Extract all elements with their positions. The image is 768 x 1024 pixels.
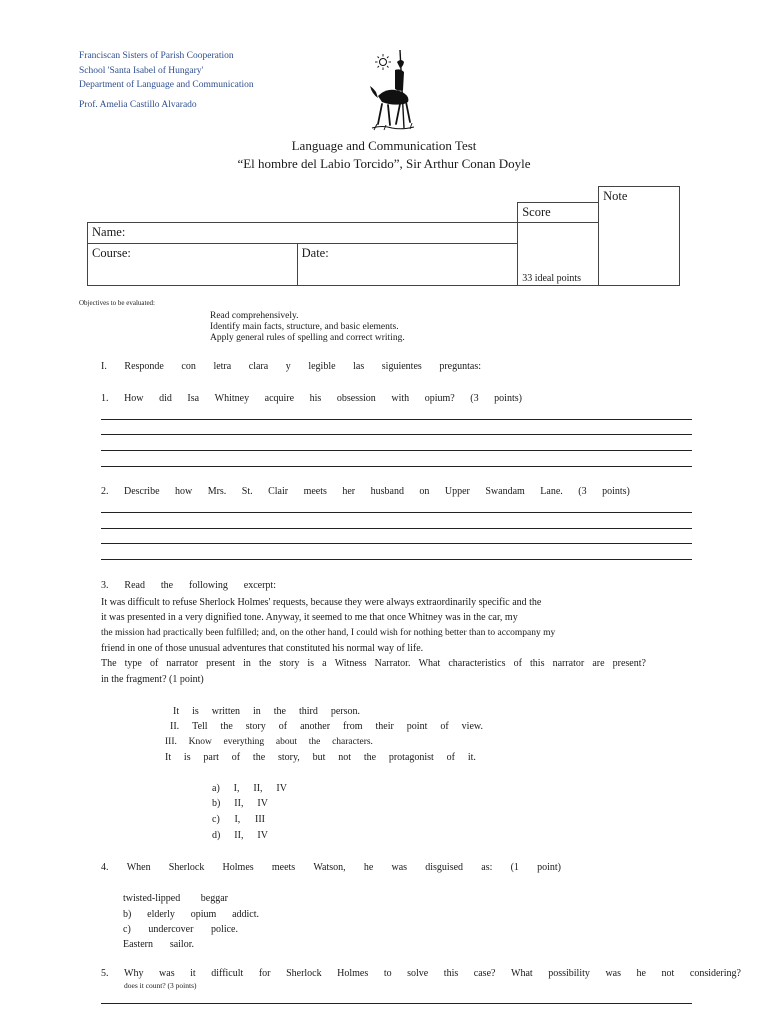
org-name: Franciscan Sisters of Parish Cooperation bbox=[79, 51, 234, 61]
excerpt-line: It was difficult to refuse Sherlock Holmes' requests, because they were always extraordinarily specific and the bbox=[101, 597, 542, 608]
course-field[interactable] bbox=[88, 244, 298, 286]
question-5: 5. Why was it difficult for Sherlock Holmes to solve this case? What possibility was he not considering? bbox=[101, 968, 741, 979]
note-label: Note bbox=[603, 189, 628, 203]
answer-line[interactable] bbox=[101, 512, 692, 513]
ideal-points: 33 ideal points bbox=[522, 273, 582, 284]
question-1: 1. How did Isa Whitney acquire his obsession with opium? (3 points) bbox=[101, 393, 522, 404]
name-field[interactable] bbox=[88, 223, 518, 244]
note-cell bbox=[599, 187, 680, 286]
statement-2: II. Tell the story of another from their point of view. bbox=[170, 721, 483, 732]
statement-4: It is part of the story, but not the protagonist of it. bbox=[165, 752, 476, 763]
teacher-name: Prof. Amelia Castillo Alvarado bbox=[79, 100, 197, 110]
option-a[interactable]: twisted-lipped beggar bbox=[123, 893, 228, 904]
school-name: School 'Santa Isabel of Hungary' bbox=[79, 66, 204, 76]
option-d[interactable]: Eastern sailor. bbox=[123, 939, 194, 950]
department-name: Department of Language and Communication bbox=[79, 80, 254, 90]
test-subtitle: “El hombre del Labio Torcido”, Sir Arthur Conan Doyle bbox=[237, 156, 531, 171]
statement-3: III. Know everything about the characters. bbox=[165, 737, 373, 747]
statement-1: It is written in the third person. bbox=[173, 706, 360, 717]
option-c[interactable]: c) I, III bbox=[212, 814, 265, 825]
score-label: Score bbox=[522, 205, 551, 219]
answer-line[interactable] bbox=[101, 528, 692, 529]
answer-line[interactable] bbox=[101, 466, 692, 467]
objective-item: Read comprehensively. bbox=[210, 311, 299, 321]
option-d[interactable]: d) II, IV bbox=[212, 830, 268, 841]
answer-line[interactable] bbox=[101, 419, 692, 420]
answer-line[interactable] bbox=[101, 1003, 692, 1004]
option-c[interactable]: c) undercover police. bbox=[123, 924, 238, 935]
don-quixote-logo bbox=[366, 48, 418, 134]
section-1-instructions: I. Responde con letra clara y legible las siguientes preguntas: bbox=[101, 361, 481, 372]
option-b[interactable]: b) II, IV bbox=[212, 798, 268, 809]
objective-item: Identify main facts, structure, and basic elements. bbox=[210, 322, 399, 332]
name-label: Name: bbox=[92, 225, 126, 239]
answer-line[interactable] bbox=[101, 559, 692, 560]
objective-item: Apply general rules of spelling and correct writing. bbox=[210, 333, 405, 343]
question-2: 2. Describe how Mrs. St. Clair meets her husband on Upper Swandam Lane. (3 points) bbox=[101, 486, 630, 497]
question-3-prompt-cont: in the fragment? (1 point) bbox=[101, 674, 204, 685]
question-5-cont: does it count? (3 points) bbox=[124, 981, 197, 990]
score-cell bbox=[518, 223, 599, 286]
objectives-label: Objectives to be evaluated: bbox=[79, 299, 155, 307]
date-label: Date: bbox=[301, 246, 329, 260]
excerpt-line: the mission had practically been fulfilled; and, on the other hand, I could wish for nothing better than to accompany my bbox=[101, 628, 556, 638]
option-a[interactable]: a) I, II, IV bbox=[212, 783, 287, 794]
answer-line[interactable] bbox=[101, 434, 692, 435]
date-field[interactable] bbox=[297, 244, 518, 286]
option-b[interactable]: b) elderly opium addict. bbox=[123, 909, 259, 920]
excerpt-line: it was presented in a very dignified tone. Anyway, it seemed to me that once Whitney was in the car, my bbox=[101, 612, 518, 623]
test-title: Language and Communication Test bbox=[291, 138, 477, 153]
question-3: 3. Read the following excerpt: bbox=[101, 580, 276, 591]
question-4: 4. When Sherlock Holmes meets Watson, he was disguised as: (1 point) bbox=[101, 862, 561, 873]
student-info-table bbox=[87, 186, 680, 286]
score-header bbox=[518, 203, 599, 223]
course-label: Course: bbox=[92, 246, 131, 260]
answer-line[interactable] bbox=[101, 543, 692, 544]
excerpt-line: friend in one of those unusual adventures that constituted his normal way of life. bbox=[101, 643, 424, 654]
answer-line[interactable] bbox=[101, 450, 692, 451]
question-3-prompt: The type of narrator present in the story is a Witness Narrator. What characteristics of this narrator are present? bbox=[101, 658, 646, 669]
